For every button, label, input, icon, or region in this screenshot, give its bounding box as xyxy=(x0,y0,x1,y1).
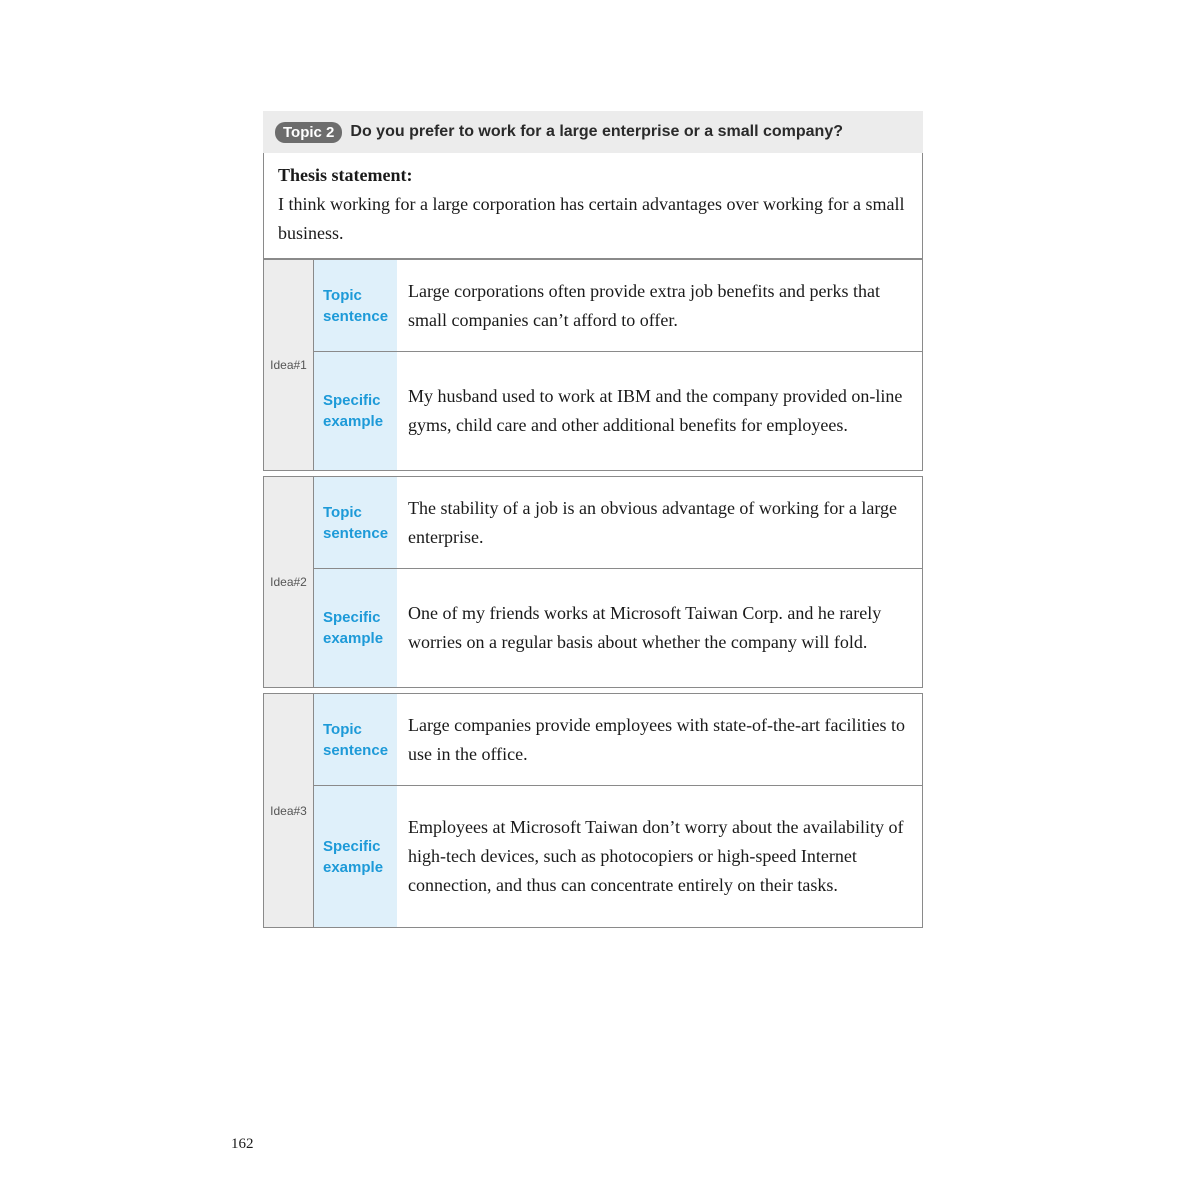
topic-question: Do you prefer to work for a large enterprise or a small company? xyxy=(350,123,843,140)
idea-label-column xyxy=(264,694,314,927)
topic-sentence-row xyxy=(314,694,922,785)
page-number: 162 xyxy=(231,1136,254,1152)
topic-header xyxy=(263,111,923,153)
idea-label-column xyxy=(264,477,314,687)
thesis-text: I think working for a large corporation has certain advantages over working for a small business. xyxy=(278,194,905,243)
idea-label: Idea#1 xyxy=(270,358,307,372)
topic-badge: Topic 2 xyxy=(275,122,342,143)
topic-sentence-label: Topic sentence xyxy=(314,477,397,568)
topic-sentence-row xyxy=(314,260,922,351)
specific-example-row xyxy=(314,352,922,470)
topic-sentence-label: Topic sentence xyxy=(314,260,397,351)
idea-block-1 xyxy=(263,259,923,471)
specific-example-label: Specific example xyxy=(314,786,397,927)
idea-label-column xyxy=(264,260,314,470)
idea-block-3 xyxy=(263,693,923,928)
specific-example-label: Specific example xyxy=(314,569,397,687)
topic-sentence-row xyxy=(314,477,922,568)
specific-example-row xyxy=(314,569,922,687)
specific-example-label: Specific example xyxy=(314,352,397,470)
specific-example-row xyxy=(314,786,922,927)
specific-example-text: One of my friends works at Microsoft Taiwan Corp. and he rarely worries on a regular basis about whether the company will fold. xyxy=(408,603,882,652)
thesis-label: Thesis statement: xyxy=(278,165,413,185)
idea-label: Idea#3 xyxy=(270,803,307,818)
thesis-box xyxy=(263,153,923,259)
idea-label: Idea#2 xyxy=(270,575,307,589)
topic-sentence-text: Large companies provide employees with state-of-the-art facilities to use in the office. xyxy=(408,714,905,764)
idea-block-2 xyxy=(263,476,923,688)
topic-sentence-text: Large corporations often provide extra job benefits and perks that small companies can’t afford to offer. xyxy=(408,280,881,330)
topic-sentence-label: Topic sentence xyxy=(314,694,397,785)
specific-example-text: My husband used to work at IBM and the company provided on-line gyms, child care and other additional benefits for employees. xyxy=(408,386,903,435)
specific-example-text: Employees at Microsoft Taiwan don’t worry about the availability of high-tech devices, such as photocopiers or high-speed Internet connection, and thus can concentrate entirely on their tasks. xyxy=(408,817,904,895)
topic-sentence-text: The stability of a job is an obvious advantage of working for a large enterprise. xyxy=(408,497,898,547)
